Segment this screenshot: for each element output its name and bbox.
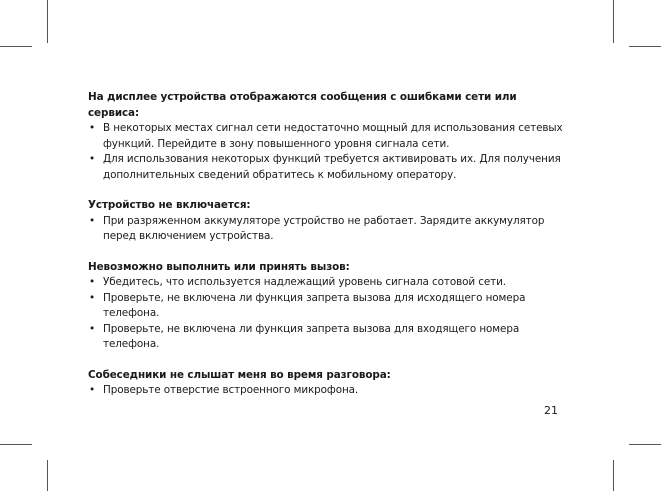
list-item: • Убедитесь, что используется надлежащий уровень сигнала сотовой сети.	[88, 275, 568, 291]
section-network-errors	[88, 90, 568, 183]
list-item: • При разряженном аккумуляторе устройство не работает. Зарядите аккумулятор перед включением устройства.	[89, 214, 545, 242]
bullet-list	[88, 275, 568, 353]
section-heading: На дисплее устройства отображаются сообщения с ошибками сети или сервиса:	[88, 91, 517, 119]
section-heading: Устройство не включается:	[88, 199, 251, 211]
section-heading: Невозможно выполнить или принять вызов:	[88, 260, 350, 273]
bullet-icon: •	[89, 153, 96, 165]
crop-mark	[47, 0, 48, 43]
crop-mark	[629, 46, 661, 47]
bullet-list	[88, 121, 568, 183]
section-heading: Собеседники не слышат меня во время разговора:	[88, 368, 391, 381]
bullet-icon: •	[89, 384, 96, 396]
bullet-icon: •	[89, 291, 96, 304]
crop-mark	[629, 444, 661, 445]
bullet-list	[88, 214, 568, 245]
troubleshooting-content	[88, 90, 568, 414]
bullet-icon: •	[89, 322, 96, 335]
bullet-list	[88, 383, 568, 399]
page-number: 21	[544, 404, 558, 417]
crop-mark	[0, 46, 32, 47]
bullet-icon: •	[89, 122, 96, 134]
list-item: • Проверьте, не включена ли функция запрета вызова для входящего номера телефона.	[89, 322, 520, 350]
bullet-icon: •	[89, 276, 96, 288]
section-device-not-on	[88, 198, 568, 245]
section-mic-issue	[88, 368, 568, 399]
bullet-icon: •	[89, 214, 96, 227]
crop-mark	[0, 444, 32, 445]
crop-mark	[613, 460, 614, 491]
list-item: • В некоторых местах сигнал сети недостаточно мощный для использования сетевых функций. Перейдите в зону повышенного уровня сигнала сети.	[89, 122, 563, 150]
list-item: • Проверьте, не включена ли функция запрета вызова для исходящего номера телефона.	[89, 291, 526, 319]
list-item: • Проверьте отверстие встроенного микрофона.	[88, 383, 568, 399]
crop-mark	[613, 0, 614, 43]
crop-mark	[47, 460, 48, 491]
list-item: • Для использования некоторых функций требуется активировать их. Для получения дополнительных сведений обратитесь к мобильному оператору.	[89, 153, 561, 181]
section-call-failure	[88, 260, 568, 353]
